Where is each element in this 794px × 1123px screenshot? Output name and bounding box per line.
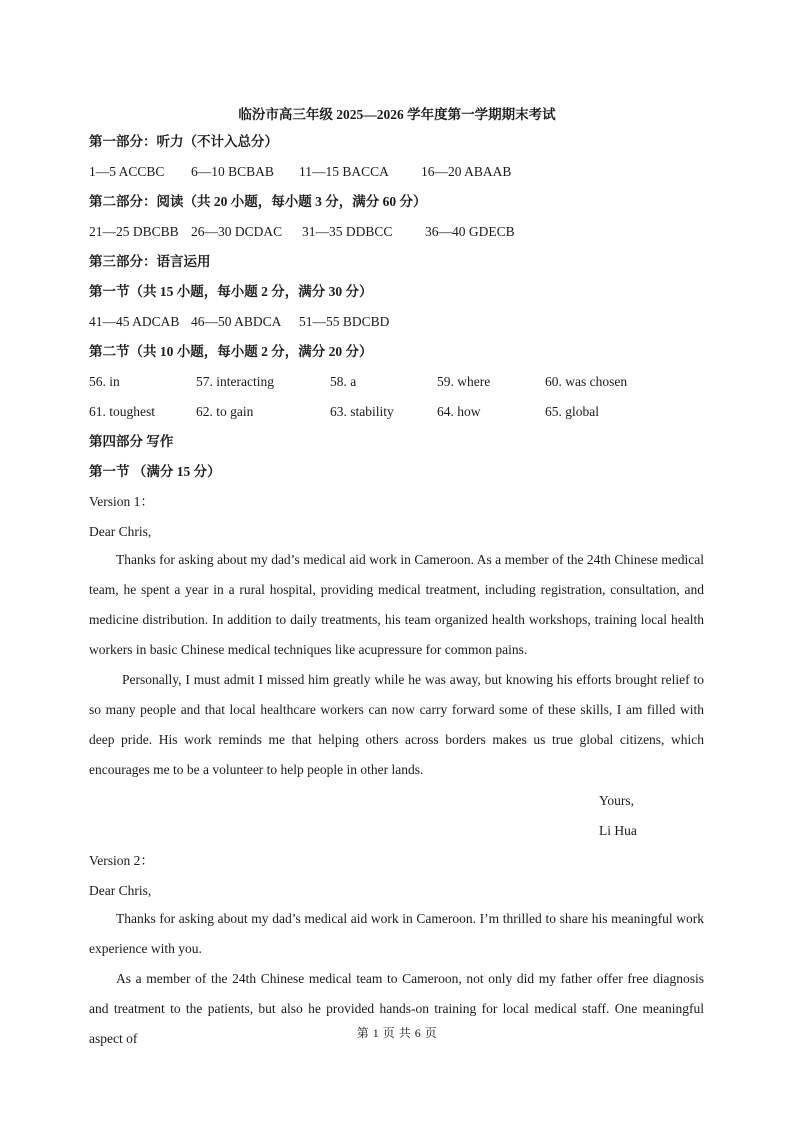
version2-paragraph-1: Thanks for asking about my dad’s medical aid work in Cameroon. I’m thrilled to share his meaningful work experience with you. — [89, 911, 704, 956]
answer-group: 31—35 DDBCC — [302, 224, 393, 239]
blank-answer: 59. where — [437, 374, 491, 389]
answer-group: 46—50 ABDCA — [191, 314, 282, 329]
version1-paragraph-2: Personally, I must admit I missed him greatly while he was away, but knowing his efforts brought relief to so many people and that local healthcare workers can now carry forward some of these skills, I am filled with deep pride. His work reminds me that helping others across borders makes us true global citizens, which encourages me to be a volunteer to help people in other lands. — [89, 672, 704, 777]
answer-group: 6—10 BCBAB — [191, 164, 274, 179]
blank-answer: 65. global — [545, 404, 599, 419]
blank-answer: 63. stability — [330, 404, 394, 419]
answer-group: 26—30 DCDAC — [191, 224, 283, 239]
part2-heading: 第二部分：阅读（共 20 小题，每小题 3 分，满分 60 分） — [89, 194, 427, 209]
blank-answer: 60. was chosen — [545, 374, 628, 389]
answer-group: 51—55 BDCBD — [299, 314, 390, 329]
version2-paragraph-2: As a member of the 24th Chinese medical team to Cameroon, not only did my father offer free diagnosis and treatment to the patients, but also he provided hands-on training for local medical staff. One meaningful aspect of — [89, 971, 704, 1046]
blank-answer: 62. to gain — [196, 404, 254, 419]
blank-answer: 57. interacting — [196, 374, 274, 389]
answer-group: 21—25 DBCBB — [89, 224, 179, 239]
part4-heading: 第四部分 写作 — [89, 434, 174, 449]
version1-label: Version 1： — [89, 494, 154, 509]
blank-answer: 61. toughest — [89, 404, 155, 419]
answer-group: 41—45 ADCAB — [89, 314, 180, 329]
answer-group: 1—5 ACCBC — [89, 164, 165, 179]
version1-greeting: Dear Chris, — [89, 524, 152, 539]
version2-label: Version 2： — [89, 853, 154, 868]
page-footer: 第 1 页 共 6 页 — [356, 1026, 438, 1040]
answer-group: 36—40 GDECB — [425, 224, 515, 239]
answer-group: 16—20 ABAAB — [421, 164, 512, 179]
part3-section2-heading: 第二节（共 10 小题，每小题 2 分，满分 20 分） — [89, 344, 373, 359]
doc-title: 临汾市高三年级 2025—2026 学年度第一学期期末考试 — [238, 107, 556, 122]
part1-heading: 第一部分：听力（不计入总分） — [89, 134, 278, 149]
blank-answer: 64. how — [437, 404, 481, 419]
version1-closing: Yours, — [599, 793, 635, 808]
version1-paragraph-1: Thanks for asking about my dad’s medical aid work in Cameroon. As a member of the 24th Chinese medical team, he spent a year in a rural hospital, providing medical treatment, including registration, consultation, and medicine distribution. In addition to daily treatments, his team organized health workshops, training local health workers in basic Chinese medical techniques like acupressure for common pains. — [89, 552, 704, 657]
answer-group: 11—15 BACCA — [299, 164, 389, 179]
version2-greeting: Dear Chris, — [89, 883, 152, 898]
version1-signature: Li Hua — [599, 823, 637, 838]
part3-heading: 第三部分：语言运用 — [89, 254, 211, 269]
blank-answer: 56. in — [89, 374, 120, 389]
blank-answer: 58. a — [330, 374, 357, 389]
part3-section1-heading: 第一节（共 15 小题，每小题 2 分，满分 30 分） — [89, 284, 373, 299]
part4-section1-heading: 第一节 （满分 15 分） — [89, 464, 221, 479]
